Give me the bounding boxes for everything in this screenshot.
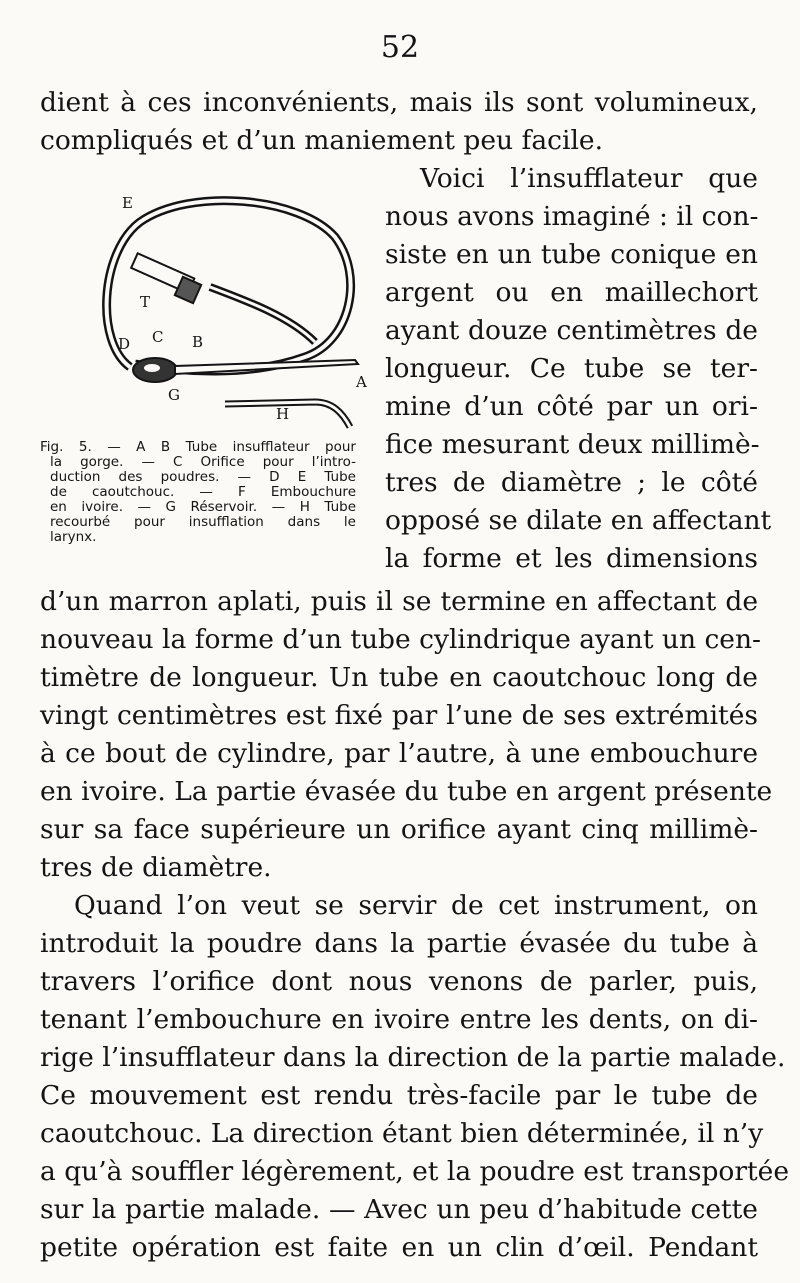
figure-label-h: H [276,405,290,423]
page-number: 52 [380,30,420,65]
text-line: a qu’à souffler légèrement, et la poudre est transportée [40,1156,790,1187]
figure-label-a: A [356,373,367,391]
text-line: argent ou en maillechort [385,277,758,308]
text-line: tres de diamètre ; le côté [385,467,758,498]
text-line: longueur. Ce tube se ter- [385,353,758,384]
rubber-tube [107,201,351,371]
text-line: en ivoire. La partie évasée du tube en argent présente [40,776,773,807]
text-line: sur sa face supérieure un orifice ayant cinq millimè- [40,814,758,845]
text-line: petite opération est faite en un clin d’œil. Pendant [40,1232,758,1263]
text-line: opposé se dilate en affectant [385,505,772,536]
text-line: Quand l’on veut se servir de cet instrument, on [74,890,758,921]
figure-label-g: G [168,386,180,404]
inner-tube [210,287,315,342]
text-line: tres de diamètre. [40,852,272,883]
text-line: sur la partie malade. — Avec un peu d’habitude cette [40,1194,758,1225]
figure-label-b: B [192,333,204,351]
silver-tube [175,360,358,374]
text-line: d’un marron aplati, puis il se termine en affectant de [40,586,758,617]
insufflator-figure [100,192,380,432]
text-line: nous avons imaginé : il con- [385,201,759,232]
caption-line: recourbé pour insufflation dans le [50,514,356,530]
caption-line: Fig. 5. — A B Tube insufflateur pour [40,439,356,455]
text-line: timètre de longueur. Un tube en caoutchouc long de [40,662,758,693]
text-line: tenant l’embouchure en ivoire entre les dents, on di- [40,1004,758,1035]
text-line: la forme et les dimensions [385,543,758,574]
figure-label-e: E [122,194,133,212]
caption-line: larynx. [50,529,97,545]
text-line: introduit la poudre dans la partie évasée du tube à [40,928,758,959]
text-line: siste en un tube conique en [385,239,758,270]
text-line: vingt centimètres est fixé par l’une de ses extrémités [40,700,758,731]
caption-line: en ivoire. — G Réservoir. — H Tube [50,499,356,515]
caption-line: de caoutchouc. — F Embouchure [50,484,356,500]
text-line: mine d’un côté par un ori- [385,391,758,422]
insufflator-illustration [100,192,380,432]
text-line: compliqués et d’un maniement peu facile. [40,125,604,156]
text-line: travers l’orifice dont nous venons de parler, puis, [40,966,758,997]
text-line: nouveau la forme d’un tube cylindrique ayant un cen- [40,624,762,655]
caption-line: duction des poudres. — D E Tube [50,469,356,485]
figure-label-t: T [140,293,151,311]
text-line: fice mesurant deux millimè- [385,429,760,460]
figure-label-d: D [118,335,131,353]
text-line: rige l’insufflateur dans la direction de la partie malade. [40,1042,786,1073]
text-line: à ce bout de cylindre, par l’autre, à une embouchure [40,738,758,769]
figure-label-c: C [152,328,164,346]
text-line: caoutchouc. La direction étant bien déterminée, il n’y [40,1118,764,1149]
caption-line: la gorge. — C Orifice pour l’intro- [50,454,356,470]
text-line: Ce mouvement est rendu très-facile par le tube de [40,1080,758,1111]
text-line: dient à ces inconvénients, mais ils sont volumineux, [40,87,758,118]
text-line: Voici l’insufflateur que [420,163,758,194]
text-line: ayant douze centimètres de [385,315,758,346]
